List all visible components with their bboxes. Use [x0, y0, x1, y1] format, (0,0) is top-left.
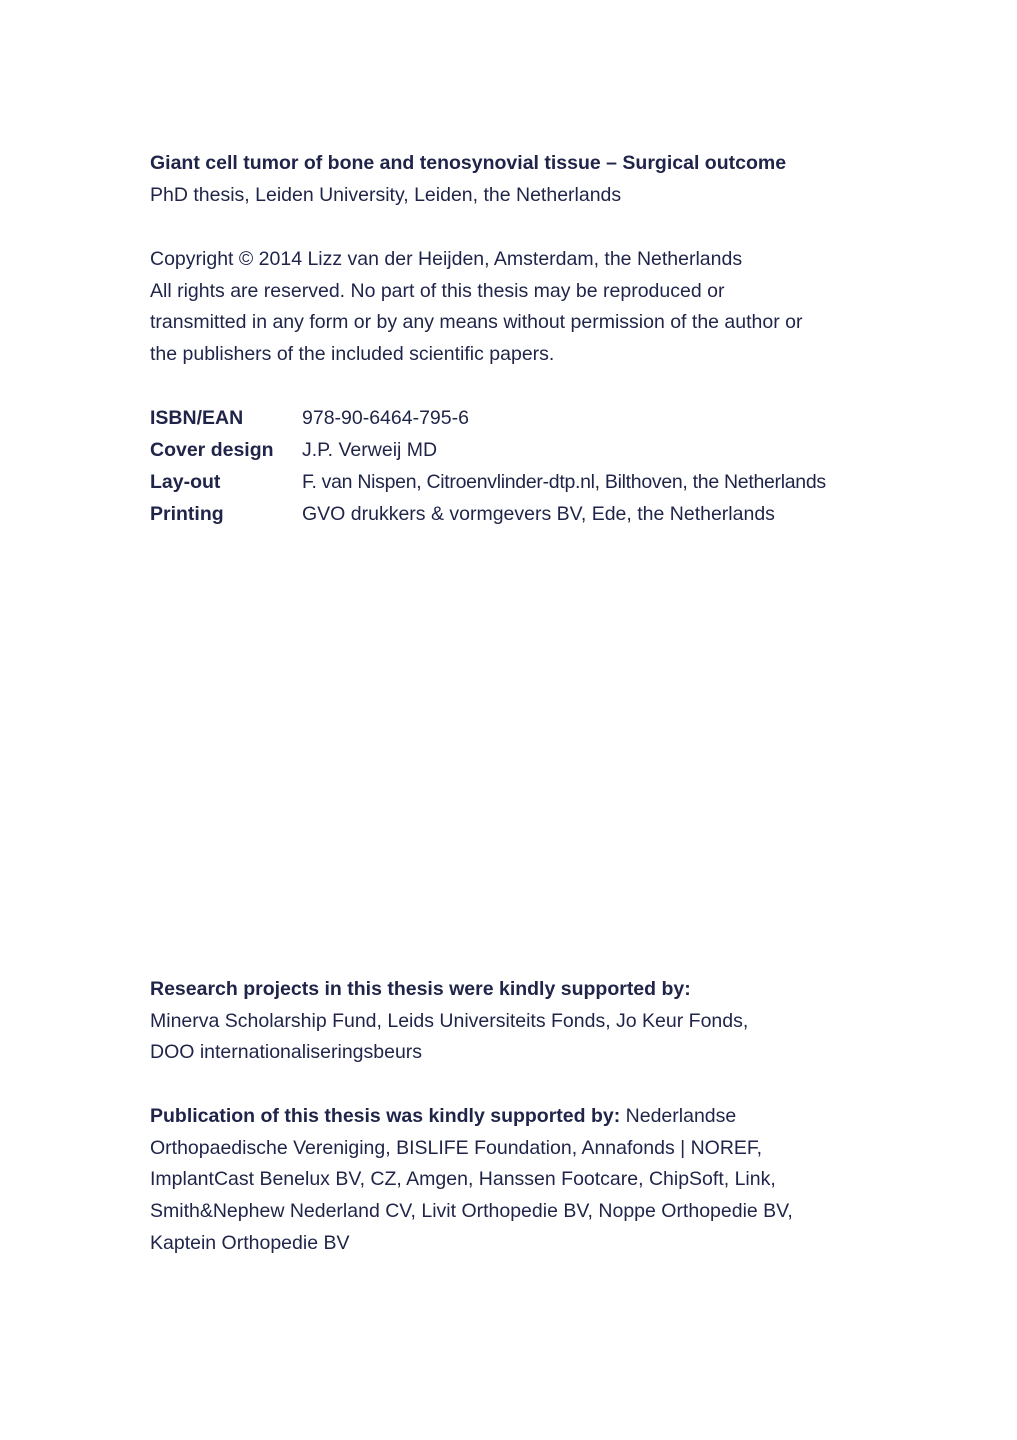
credits-row-printing: [150, 498, 870, 530]
credits-row-isbn: [150, 402, 870, 434]
publication-support-line: Kaptein Orthopedie BV: [150, 1231, 350, 1254]
copyright-line: Copyright © 2014 Lizz van der Heijden, Amsterdam, the Netherlands: [150, 248, 743, 270]
thesis-title: Giant cell tumor of bone and tenosynovial tissue – Surgical outcome: [150, 152, 787, 174]
credits-table: [150, 402, 870, 530]
research-support-line: DOO internationaliseringsbeurs: [150, 1041, 423, 1064]
publication-support-line: [150, 1101, 870, 1133]
rights-line: the publishers of the included scientific papers.: [150, 343, 555, 366]
copyright-block: [150, 244, 870, 371]
credits-label: Printing: [150, 503, 224, 525]
publication-support-text: Nederlandse: [620, 1105, 737, 1127]
rights-line: All rights are reserved. No part of this thesis may be reproduced or: [150, 279, 725, 302]
credits-row-cover-design: [150, 434, 870, 466]
publication-support-line: Smith&Nephew Nederland CV, Livit Orthopedie BV, Noppe Orthopedie BV,: [150, 1200, 793, 1223]
publication-support-line: Orthopaedische Vereniging, BISLIFE Foundation, Annafonds | NOREF,: [150, 1136, 763, 1159]
research-support-line: Minerva Scholarship Fund, Leids Universiteits Fonds, Jo Keur Fonds,: [150, 1009, 749, 1032]
research-support-block: [150, 974, 870, 1069]
credits-label: Cover design: [150, 439, 274, 461]
publication-support-block: [150, 1101, 870, 1260]
publication-support-line: ImplantCast Benelux BV, CZ, Amgen, Hanssen Footcare, ChipSoft, Link,: [150, 1168, 776, 1191]
credits-label: ISBN/EAN: [150, 407, 244, 429]
credits-value: F. van Nispen, Citroenvlinder-dtp.nl, Bilthoven, the Netherlands: [302, 471, 826, 493]
credits-value: J.P. Verweij MD: [302, 439, 438, 461]
thesis-subtitle: PhD thesis, Leiden University, Leiden, the Netherlands: [150, 183, 622, 206]
title-block: [150, 148, 870, 211]
publication-support-heading: Publication of this thesis was kindly supported by:: [150, 1105, 621, 1127]
credits-value: 978-90-6464-795-6: [302, 407, 469, 429]
credits-label: Lay-out: [150, 471, 221, 493]
credits-value: GVO drukkers & vormgevers BV, Ede, the Netherlands: [302, 503, 775, 525]
research-support-heading: Research projects in this thesis were kindly supported by:: [150, 978, 691, 1000]
credits-row-layout: [150, 466, 870, 498]
rights-line: transmitted in any form or by any means without permission of the author or: [150, 311, 803, 334]
